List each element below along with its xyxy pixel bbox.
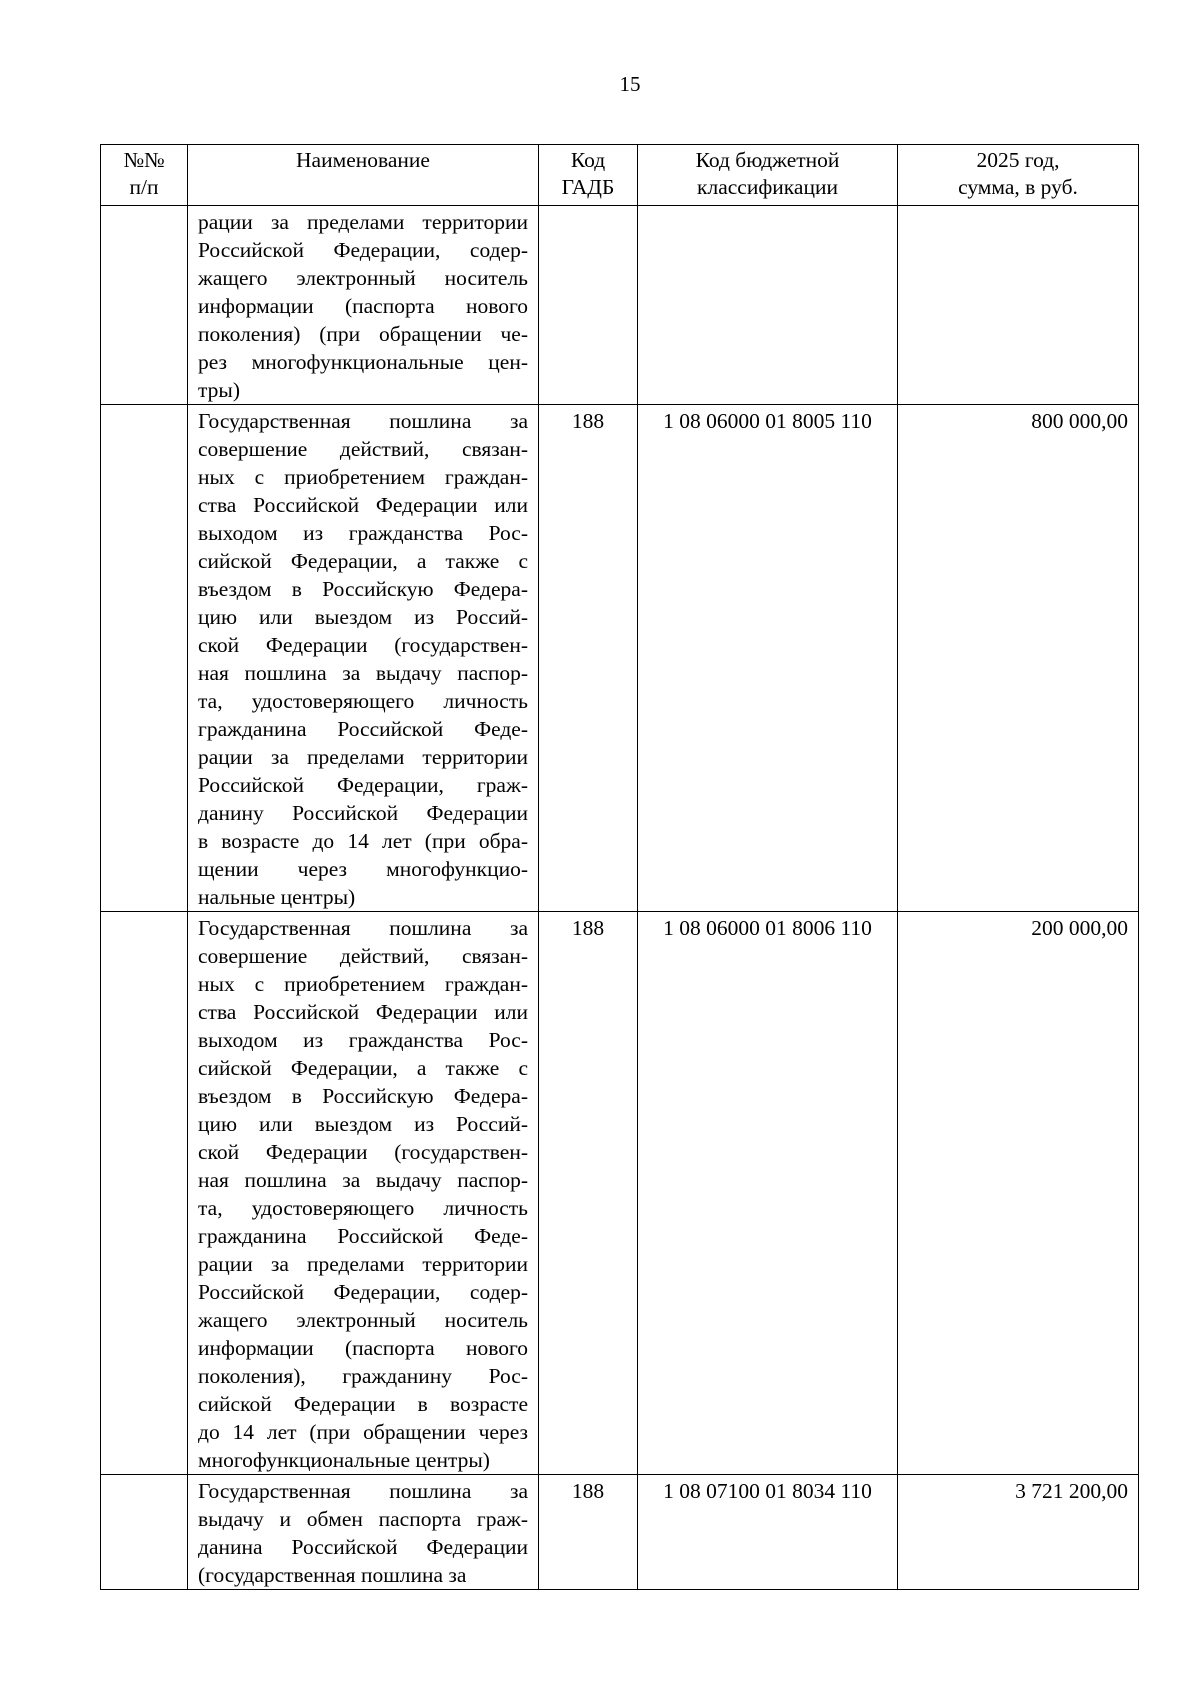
name-line: ства Российской Федерации или [198, 493, 528, 517]
name-line: Государственная пошлина за [198, 1479, 528, 1503]
name-line: совершение действий, связан- [198, 437, 528, 461]
name-line: жащего электронный носитель [198, 266, 528, 290]
name-line: въездом в Российскую Федера- [198, 1084, 528, 1108]
name-line: та, удостоверяющего личность [198, 1196, 528, 1220]
header-kbk-line-1: Код бюджетной [695, 148, 840, 172]
name-line: Российской Федерации, граж- [198, 773, 528, 797]
name-line: в возрасте до 14 лет (при обра- [198, 829, 528, 853]
row-gadb-cell [539, 206, 638, 405]
header-kbk-line-2: классификации [697, 175, 838, 199]
name-line: данина Российской Федерации [198, 1535, 528, 1559]
name-line: цию или выездом из Россий- [198, 1112, 528, 1136]
name-line: въездом в Российскую Федера- [198, 577, 528, 601]
row-number-cell [101, 405, 188, 912]
name-line: гражданина Российской Феде- [198, 717, 528, 741]
header-gadb-line-1: Код [570, 148, 606, 172]
name-line: ской Федерации (государствен- [198, 1140, 528, 1164]
name-line: жащего электронный носитель [198, 1308, 528, 1332]
name-line: цию или выездом из Россий- [198, 605, 528, 629]
table-row [101, 405, 1139, 912]
table-header-row [101, 145, 1139, 206]
name-line: ных с приобретением граждан- [198, 465, 528, 489]
name-line: рации за пределами территории [198, 745, 528, 769]
name-line: Государственная пошлина за [198, 409, 528, 433]
name-line: выходом из гражданства Рос- [198, 1028, 528, 1052]
row-name-cell [188, 405, 539, 912]
header-num-line-1: №№ [123, 148, 165, 172]
name-line: ных с приобретением граждан- [198, 972, 528, 996]
header-name-line-1: Наименование [296, 148, 430, 172]
name-line: ства Российской Федерации или [198, 1000, 528, 1024]
header-gadb-line-2: ГАДБ [561, 175, 615, 199]
name-line: щении через многофункцио- [198, 857, 528, 881]
name-line: Российской Федерации, содер- [198, 1280, 528, 1304]
name-line: Государственная пошлина за [198, 916, 528, 940]
name-line: сийской Федерации, а также с [198, 1056, 528, 1080]
name-line: нальные центры) [198, 885, 356, 909]
row-kbk-cell: 1 08 06000 01 8005 110 [638, 405, 898, 912]
name-line: информации (паспорта нового [198, 1336, 528, 1360]
row-kbk-cell: 1 08 07100 01 8034 110 [638, 1475, 898, 1590]
header-sum-line-1: 2025 год, [976, 148, 1060, 172]
row-sum-cell [898, 206, 1139, 405]
name-line: сийской Федерации, а также с [198, 549, 528, 573]
row-number-cell [101, 1475, 188, 1590]
name-line: до 14 лет (при обращении через [198, 1420, 528, 1444]
name-line: поколения), гражданину Рос- [198, 1364, 528, 1388]
budget-revenue-table [100, 144, 1139, 1590]
table-row [101, 912, 1139, 1475]
row-kbk-cell [638, 206, 898, 405]
row-number-cell [101, 912, 188, 1475]
header-gadb [539, 145, 638, 206]
table-row [101, 1475, 1139, 1590]
row-gadb-cell: 188 [539, 1475, 638, 1590]
name-line: рез многофункциональные цен- [198, 350, 528, 374]
name-line: тры) [198, 378, 241, 402]
page-number: 15 [619, 72, 641, 96]
header-sum-line-2: сумма, в руб. [958, 175, 1078, 199]
row-gadb-cell: 188 [539, 405, 638, 912]
header-name [188, 145, 539, 206]
name-line: выдачу и обмен паспорта граж- [198, 1507, 528, 1531]
header-kbk [638, 145, 898, 206]
name-line: ской Федерации (государствен- [198, 633, 528, 657]
name-line: та, удостоверяющего личность [198, 689, 528, 713]
name-line: информации (паспорта нового [198, 294, 528, 318]
name-line: многофункциональные центры) [198, 1448, 490, 1472]
name-line: поколения) (при обращении че- [198, 322, 528, 346]
table-body [101, 206, 1139, 1590]
row-name-cell [188, 912, 539, 1475]
name-line: (государственная пошлина за [198, 1563, 467, 1587]
table-row [101, 206, 1139, 405]
name-line: выходом из гражданства Рос- [198, 521, 528, 545]
header-num-line-2: п/п [129, 175, 159, 199]
name-line: совершение действий, связан- [198, 944, 528, 968]
name-line: ная пошлина за выдачу паспор- [198, 1168, 528, 1192]
row-kbk-cell: 1 08 06000 01 8006 110 [638, 912, 898, 1475]
row-sum-cell: 200 000,00 [898, 912, 1139, 1475]
header-num [101, 145, 188, 206]
name-line: Российской Федерации, содер- [198, 238, 528, 262]
name-line: рации за пределами территории [198, 1252, 528, 1276]
row-sum-cell: 3 721 200,00 [898, 1475, 1139, 1590]
row-sum-cell: 800 000,00 [898, 405, 1139, 912]
row-number-cell [101, 206, 188, 405]
header-sum [898, 145, 1139, 206]
name-line: сийской Федерации в возрасте [198, 1392, 528, 1416]
name-line: ная пошлина за выдачу паспор- [198, 661, 528, 685]
name-line: рации за пределами территории [198, 210, 528, 234]
name-line: данину Российской Федерации [198, 801, 528, 825]
row-name-cell [188, 206, 539, 405]
name-line: гражданина Российской Феде- [198, 1224, 528, 1248]
row-gadb-cell: 188 [539, 912, 638, 1475]
row-name-cell [188, 1475, 539, 1590]
